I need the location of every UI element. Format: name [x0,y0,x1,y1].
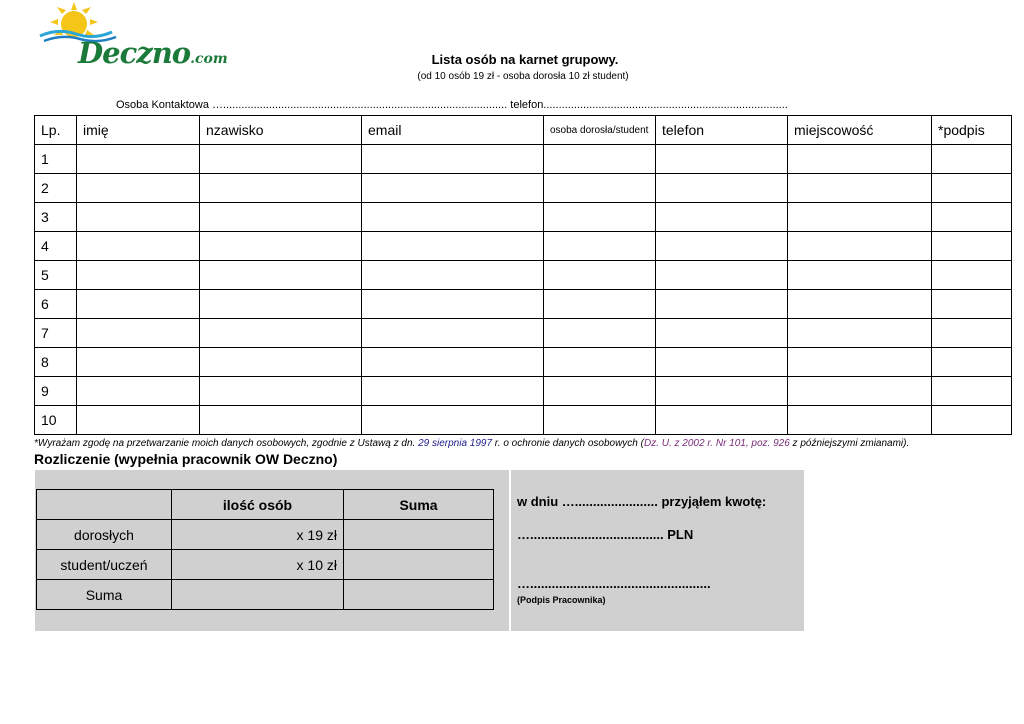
column-header-category: osoba dorosła/student [544,116,656,145]
row-number: 9 [35,377,77,406]
signature-cell[interactable] [932,232,1012,261]
settlement-row-total [37,580,494,610]
signature-cell[interactable] [932,174,1012,203]
row-number: 4 [35,232,77,261]
last-name-cell[interactable] [200,377,362,406]
first-name-cell[interactable] [77,377,200,406]
city-cell[interactable] [788,174,932,203]
logo-wordmark: Deczno.com [78,36,228,70]
qty-header: ilość osób [172,490,344,520]
first-name-cell[interactable] [77,319,200,348]
signature-cell[interactable] [932,261,1012,290]
email-cell[interactable] [362,319,544,348]
phone-cell[interactable] [656,406,788,435]
category-cell[interactable] [544,203,656,232]
signature-cell[interactable] [932,290,1012,319]
sum-cell[interactable] [344,550,494,580]
row-number: 6 [35,290,77,319]
email-cell[interactable] [362,348,544,377]
table-row [35,290,1012,319]
column-header-first-name: imię [77,116,200,145]
table-row [35,145,1012,174]
table-row [35,203,1012,232]
category-cell[interactable] [544,174,656,203]
signature-cell[interactable] [932,145,1012,174]
page-title: Lista osób na karnet grupowy. [431,52,619,67]
city-cell[interactable] [788,319,932,348]
phone-cell[interactable] [656,377,788,406]
last-name-cell[interactable] [200,174,362,203]
row-number: 5 [35,261,77,290]
settlement-table [36,489,494,610]
column-header-signature: *podpis [932,116,1012,145]
city-cell[interactable] [788,290,932,319]
email-cell[interactable] [362,145,544,174]
email-cell[interactable] [362,232,544,261]
email-cell[interactable] [362,261,544,290]
settlement-row-label: Suma [37,580,172,610]
city-cell[interactable] [788,348,932,377]
email-cell[interactable] [362,203,544,232]
row-number: 1 [35,145,77,174]
last-name-cell[interactable] [200,348,362,377]
category-cell[interactable] [544,377,656,406]
first-name-cell[interactable] [77,145,200,174]
column-header-lp: Lp. [35,116,77,145]
sum-header: Suma [344,490,494,520]
last-name-cell[interactable] [200,203,362,232]
column-header-city: miejscowość [788,116,932,145]
first-name-cell[interactable] [77,261,200,290]
row-number: 8 [35,348,77,377]
category-cell[interactable] [544,348,656,377]
city-cell[interactable] [788,261,932,290]
city-cell[interactable] [788,145,932,174]
table-row [35,261,1012,290]
first-name-cell[interactable] [77,348,200,377]
sum-cell[interactable] [344,580,494,610]
signature-cell[interactable] [932,203,1012,232]
email-cell[interactable] [362,406,544,435]
table-row [35,377,1012,406]
qty-cell[interactable]: x 19 zł [172,520,344,550]
category-cell[interactable] [544,261,656,290]
sum-cell[interactable] [344,520,494,550]
column-header-email: email [362,116,544,145]
table-row [35,319,1012,348]
table-row [35,174,1012,203]
settlement-header-row [37,490,494,520]
participants-table [34,115,1012,435]
qty-cell[interactable] [172,580,344,610]
settlement-row-label: dorosłych [37,520,172,550]
table-row [35,232,1012,261]
first-name-cell[interactable] [77,203,200,232]
contact-line: Osoba Kontaktowa …............................................................................................. telefon................................................................................ [116,99,788,111]
settlement-header-empty [37,490,172,520]
receipt-date-line: w dniu …....................... przyjąłem kwotę: [517,494,767,509]
phone-cell[interactable] [656,145,788,174]
settlement-row-label: student/uczeń [37,550,172,580]
phone-cell[interactable] [656,174,788,203]
row-number: 2 [35,174,77,203]
table-header-row [35,116,1012,145]
row-number: 7 [35,319,77,348]
first-name-cell[interactable] [77,290,200,319]
column-header-last-name: nzawisko [200,116,362,145]
last-name-cell[interactable] [200,406,362,435]
email-cell[interactable] [362,377,544,406]
category-cell[interactable] [544,406,656,435]
last-name-cell[interactable] [200,261,362,290]
first-name-cell[interactable] [77,406,200,435]
category-cell[interactable] [544,319,656,348]
city-cell[interactable] [788,406,932,435]
email-cell[interactable] [362,290,544,319]
phone-cell[interactable] [656,348,788,377]
column-header-phone: telefon [656,116,788,145]
last-name-cell[interactable] [200,232,362,261]
phone-cell[interactable] [656,290,788,319]
phone-cell[interactable] [656,232,788,261]
last-name-cell[interactable] [200,290,362,319]
category-cell[interactable] [544,145,656,174]
first-name-cell[interactable] [77,232,200,261]
signature-cell[interactable] [932,377,1012,406]
page-subtitle: (od 10 osób 19 zł - osoba dorosła 10 zł student) [417,71,629,82]
signature-cell[interactable] [932,406,1012,435]
row-number: 10 [35,406,77,435]
receipt-amount-line: …..................................... PLN [517,527,694,542]
phone-cell[interactable] [656,203,788,232]
phone-cell[interactable] [656,261,788,290]
city-cell[interactable] [788,377,932,406]
last-name-cell[interactable] [200,319,362,348]
settlement-row-adults [37,520,494,550]
signature-label: (Podpis Pracownika) [517,595,606,605]
city-cell[interactable] [788,203,932,232]
last-name-cell[interactable] [200,145,362,174]
signature-line: ….................................................. [517,576,711,591]
table-row [35,348,1012,377]
consent-note: *Wyrażam zgodę na przetwarzanie moich danych osobowych, zgodnie z Ustawą z dn. 29 sierpnia 1997 r. o ochronie danych osobowych (Dz. U. z 2002 r. Nr 101, poz. 926 z późniejszymi zmianami). [34,438,910,449]
settlement-row-students [37,550,494,580]
category-cell[interactable] [544,232,656,261]
row-number: 3 [35,203,77,232]
phone-cell[interactable] [656,319,788,348]
signature-cell[interactable] [932,319,1012,348]
email-cell[interactable] [362,174,544,203]
city-cell[interactable] [788,232,932,261]
category-cell[interactable] [544,290,656,319]
qty-cell[interactable]: x 10 zł [172,550,344,580]
signature-cell[interactable] [932,348,1012,377]
table-row [35,406,1012,435]
settlement-title: Rozliczenie (wypełnia pracownik OW Deczno) [34,451,338,467]
first-name-cell[interactable] [77,174,200,203]
